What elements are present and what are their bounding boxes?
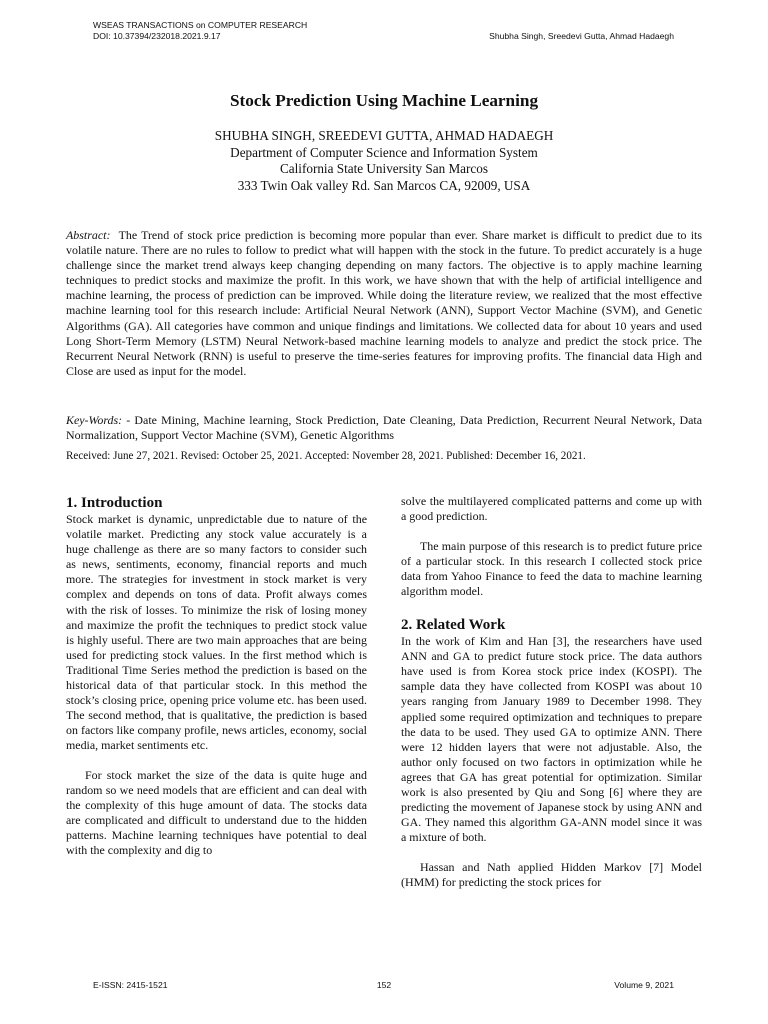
intro-paragraph-3: solve the multilayered complicated patterns and come up with a good prediction. (401, 494, 702, 524)
abstract-text: The Trend of stock price prediction is becoming more popular than ever. Share market is difficult to predict due to its volatile nature. There are no rules to follow to predict what will happen with the stock in the future. To predict accurately is a huge challenge since the market trend always keep changing depending on many factors. The objective is to apply machine learning techniques to predict stocks and maximize the profit. In this work, we have shown that with the help of artificial intelligence and machine learning, the process of prediction can be improved. While doing the literature review, we realized that the most effective machine learning tool for this research include: Artificial Neural Network (ANN), Support Vector Machine (SVM), and Genetic Algorithms (GA). All categories have common and unique findings and limitations. We collected data for about 10 years and used Long Short-Term Memory (LSTM) Neural Network-based machine learning models to analyze and predict the stock price. The Recurrent Neural Network (RNN) is useful to preserve the time-series features for improving profits. The financial data High and Close are used as input for the model. (66, 228, 702, 378)
keywords-text: - Date Mining, Machine learning, Stock Prediction, Date Cleaning, Data Prediction, Recurrent Neural Network, Data Normalization, Support Vector Machine (SVM), Genetic Algorithms (66, 413, 702, 443)
related-paragraph-1: In the work of Kim and Han [3], the researchers have used ANN and GA to predict future stock price. The data authors have used is from Korea stock price index (KOSPI). The sample data they have collected from KOSPI was about 10 years ranging from January 1989 to December 1998. They applied some required optimization and techniques to prepare the data to be used. They used GA to optimize ANN. There were 12 hidden layers that were not adjustable. Also, the author only focused on two factors in optimization while he agrees that GA has great potential for optimization. Similar work is also presented by Qiu and Song [6] where they are predicting the movement of Japanese stock by using ANN and GA. They named this algorithm GA-ANN model since it was a mixture of both. (401, 634, 702, 845)
running-header-authors: Shubha Singh, Sreedevi Gutta, Ahmad Hadaegh (489, 31, 674, 41)
intro-paragraph-2: For stock market the size of the data is quite huge and random so we need models that are efficient and can deal with the complexity of this huge amount of data. The stocks data are complicated and difficult to understand due to the hidden patterns. Machine learning techniques have potential to deal with the complexity and dig to (66, 768, 367, 858)
related-paragraph-2: Hassan and Nath applied Hidden Markov [7] Model (HMM) for predicting the stock prices for (401, 859, 702, 889)
running-header-left (93, 20, 307, 42)
author-block (0, 128, 768, 194)
paper-title: Stock Prediction Using Machine Learning (229, 91, 539, 110)
intro-heading: 1. Introduction (66, 495, 163, 511)
keywords-label: Key-Words: (66, 413, 123, 427)
publication-dates: Received: June 27, 2021. Revised: October 25, 2021. Accepted: November 28, 2021. Published: December 16, 2021. (66, 450, 586, 462)
department: Department of Computer Science and Information System (230, 144, 538, 160)
right-column (401, 494, 702, 890)
keywords (66, 413, 702, 443)
intro-paragraph-4: The main purpose of this research is to predict future price of a particular stock. In this research I collected stock price data from Yahoo Finance to feed the data to machine learning algorithm model. (401, 538, 702, 598)
university: California State University San Marcos (279, 161, 489, 176)
related-work-heading: 2. Related Work (401, 617, 506, 634)
abstract (66, 228, 702, 379)
abstract-label: Abstract: (66, 228, 111, 242)
author-names: SHUBHA SINGH, SREEDEVI GUTTA, AHMAD HADAEGH (214, 128, 554, 143)
footer-issn: E-ISSN: 2415-1521 (93, 980, 168, 990)
journal-name: WSEAS TRANSACTIONS on COMPUTER RESEARCH (93, 20, 308, 30)
address: 333 Twin Oak valley Rd. San Marcos CA, 92009, USA (237, 177, 531, 193)
left-column (66, 495, 367, 859)
intro-paragraph-1: Stock market is dynamic, unpredictable due to nature of the volatile market. Predicting any stock value accurately is a huge challenge as there are so many factors to consider such as news, sentiments, economy, financial reports and much more. The strategies for investment in stock market is very complex and depends on tons of data. Profit always comes with the risk of losses. To minimize the risk of losing money and maximize the profit the techniques to predict stock value is highly useful. There are two main approaches that are being used for predicting stock values. In the first method which is Traditional Time Series method the prediction is based on the historical data of that particular stock. In this method the stock’s closing price, opening price volume etc. has been used. The second method, that is qualitative, the prediction is based on factors like company profile, news articles, economy, social media, market sentiments etc. (66, 512, 367, 753)
doi: DOI: 10.37394/232018.2021.9.17 (93, 31, 221, 41)
footer-volume: Volume 9, 2021 (614, 980, 674, 990)
page-number: 152 (376, 980, 392, 990)
